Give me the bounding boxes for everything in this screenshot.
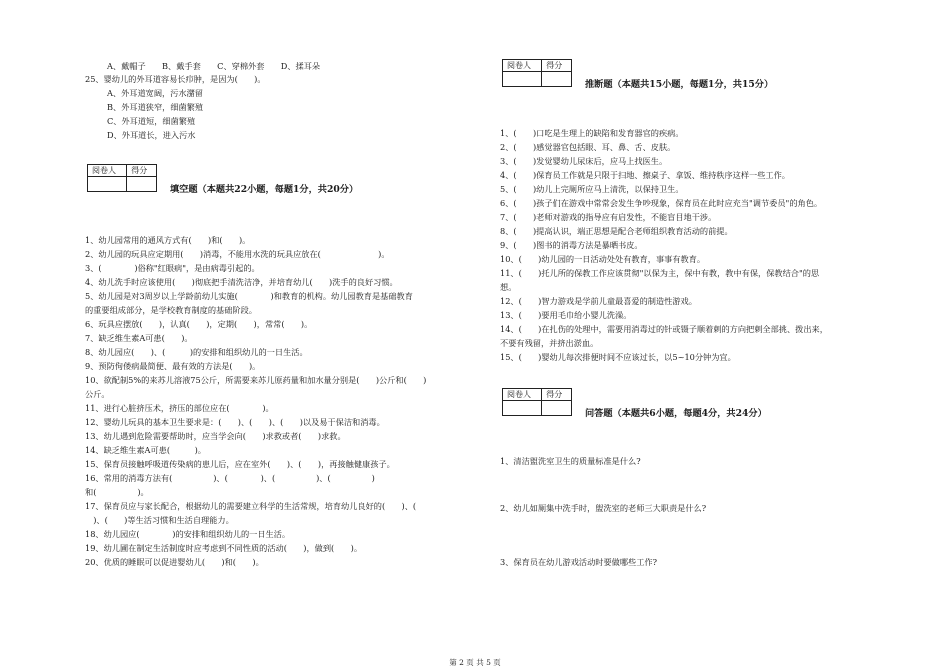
q24-options: A、戴帽子 B、戴手套 C、穿棉外套 D、揉耳朵 bbox=[107, 61, 321, 71]
q25-option-d: D、外耳道长，进入污水 bbox=[107, 130, 196, 140]
question-line: 9、预防佝偻病最简便、最有效的方法是( )。 bbox=[85, 361, 261, 371]
question-line: 3、( )俗称"红眼病"，是由病毒引起的。 bbox=[85, 263, 260, 273]
page-footer: 第 2 页 共 5 页 bbox=[449, 658, 501, 667]
question-line: 5、幼儿园是对3周岁以上学龄前幼儿实施( )和教育的机构。幼儿园教育是基础教育 bbox=[85, 291, 413, 301]
section-title-qa: 问答题（本题共6小题，每题4分，共24分） bbox=[585, 408, 767, 419]
question-line: 的重要组成部分，是学校教育制度的基础阶段。 bbox=[85, 305, 257, 315]
question-line: 和( )。 bbox=[85, 487, 149, 497]
judgment-line: 7、( )老师对游戏的指导应有启发性，不能盲目地干涉。 bbox=[500, 212, 717, 222]
question-line: )、( )等生活习惯和生活自理能力。 bbox=[85, 515, 234, 525]
judgment-line: 11、( )托儿所的保教工作应该贯彻"以保为主，保中有教，教中有保，保教结合"的思 bbox=[500, 268, 820, 278]
qa-line: 3、保育员在幼儿游戏活动时要做哪些工作? bbox=[500, 557, 657, 567]
judgment-line: 不要有残留，并挤出淤血。 bbox=[500, 338, 599, 348]
score-label: 得分 bbox=[542, 60, 572, 72]
score-label: 得分 bbox=[542, 389, 572, 401]
question-line: 4、幼儿洗手时应该使用( )彻底把手清洗洁净，并培育幼儿( )洗手的良好习惯。 bbox=[85, 277, 398, 287]
qa-line: 2、幼儿如厕集中洗手时，盥洗室的老师三大职责是什么? bbox=[500, 503, 707, 513]
question-line: 13、幼儿遇到危险需要帮助时，应当学会向( )求救或者( )求救。 bbox=[85, 431, 346, 441]
reviewer-label: 阅卷人 bbox=[503, 389, 542, 401]
judgment-line: 8、( )提高认识，端正思想是配合老师组织教育活动的前提。 bbox=[500, 226, 733, 236]
question-line: 12、婴幼儿玩具的基本卫生要求是：( )、( )、( )以及易于保洁和消毒。 bbox=[85, 417, 385, 427]
judgment-line: 10、( )幼儿园的一日活动处处有教育，事事有教育。 bbox=[500, 254, 706, 264]
question-line: 14、缺乏维生素A可患( )。 bbox=[85, 445, 206, 455]
question-line: 16、常用的消毒方法有( )、( )、( )、( ) bbox=[85, 473, 375, 483]
judgment-line: 5、( )幼儿上完厕所应马上清洗，以保持卫生。 bbox=[500, 184, 684, 194]
score-box-judgment bbox=[502, 59, 572, 87]
judgment-line: 1、( )口吃是生理上的缺陷和发育器官的疾病。 bbox=[500, 128, 684, 138]
question-line: 20、优质的睡眠可以促进婴幼儿( )和( )。 bbox=[85, 557, 264, 567]
reviewer-label: 阅卷人 bbox=[88, 165, 127, 177]
question-line: 8、幼儿园应( )、( )的安排和组织幼儿的一日生活。 bbox=[85, 347, 308, 357]
qa-line: 1、清洁盥洗室卫生的质量标准是什么? bbox=[500, 456, 641, 466]
score-cell[interactable] bbox=[127, 177, 157, 192]
q25-stem: 25、婴幼儿的外耳道容易长疖肿，是因为( )。 bbox=[85, 74, 266, 84]
score-cell[interactable] bbox=[542, 401, 572, 416]
reviewer-cell[interactable] bbox=[503, 72, 542, 87]
judgment-line: 6、( )孩子们在游戏中常常会发生争吵现象，保育员在此时应充当"调节委员"的角色。 bbox=[500, 198, 823, 208]
judgment-line: 想。 bbox=[500, 282, 517, 292]
judgment-line: 13、( )要用毛巾给小婴儿洗澡。 bbox=[500, 310, 632, 320]
q25-option-a: A、外耳道宽阔，污水潴留 bbox=[107, 88, 203, 98]
question-line: 6、玩具应摆放( )，认真( )，定期( )，常常( )。 bbox=[85, 319, 313, 329]
question-line: 公斤。 bbox=[85, 389, 110, 399]
judgment-line: 4、( )保育员工作就是只限于扫地、擦桌子、拿饭、维持秩序这样一些工作。 bbox=[500, 170, 790, 180]
question-line: 7、缺乏维生素A可患( )。 bbox=[85, 333, 193, 343]
score-box-fill-blank bbox=[87, 164, 157, 192]
question-line: 1、幼儿园常用的通风方式有( )和( )。 bbox=[85, 235, 251, 245]
reviewer-cell[interactable] bbox=[503, 401, 542, 416]
judgment-line: 14、( )在扎伤的处理中，需要用消毒过的针或镊子顺着刺的方向把刺全部挑、拨出来， bbox=[500, 324, 828, 334]
reviewer-label: 阅卷人 bbox=[503, 60, 542, 72]
question-line: 15、保育员接触呼吸道传染病的患儿后，应在室外( )、( )，再接触健康孩子。 bbox=[85, 459, 395, 469]
section-title-judgment: 推断题（本题共15小题，每题1分，共15分） bbox=[585, 79, 774, 90]
reviewer-cell[interactable] bbox=[88, 177, 127, 192]
question-line: 10、欲配制5%的来苏儿溶液75公斤，所需要来苏儿原药量和加水量分别是( )公斤和( ) bbox=[85, 375, 427, 385]
judgment-line: 15、( )婴幼儿每次排便时间不应该过长，以5~10分钟为宜。 bbox=[500, 352, 736, 362]
question-line: 19、幼儿圃在制定生活制度时应考虑到不同性质的活动( )，做到( )。 bbox=[85, 543, 363, 553]
question-line: 11、进行心脏挤压术，挤压的部位应在( )。 bbox=[85, 403, 274, 413]
judgment-line: 9、( )图书的消毒方法是暴晒书皮。 bbox=[500, 240, 643, 250]
score-label: 得分 bbox=[127, 165, 157, 177]
q25-option-c: C、外耳道短，细菌繁殖 bbox=[107, 116, 196, 126]
score-box-qa bbox=[502, 388, 572, 416]
score-cell[interactable] bbox=[542, 72, 572, 87]
judgment-line: 12、( )智力游戏是学前儿童最喜爱的制造性游戏。 bbox=[500, 296, 697, 306]
section-title-fill-blank: 填空题（本题共22小题，每题1分，共20分） bbox=[170, 184, 359, 195]
question-line: 18、幼儿园应( )的安排和组织幼儿的一日生活。 bbox=[85, 529, 291, 539]
question-line: 17、保育员应与家长配合，根据幼儿的需要建立科学的生活常规，培育幼儿良好的( )、( bbox=[85, 501, 417, 511]
question-line: 2、幼儿园的玩具应定期用( )消毒，不能用水洗的玩具应放在( )。 bbox=[85, 249, 390, 259]
q25-option-b: B、外耳道狭窄，细菌繁殖 bbox=[107, 102, 204, 112]
judgment-line: 3、( )发觉婴幼儿尿床后，应马上找医生。 bbox=[500, 156, 668, 166]
judgment-line: 2、( )感觉器官包括眼、耳、鼻、舌、皮肤。 bbox=[500, 142, 676, 152]
